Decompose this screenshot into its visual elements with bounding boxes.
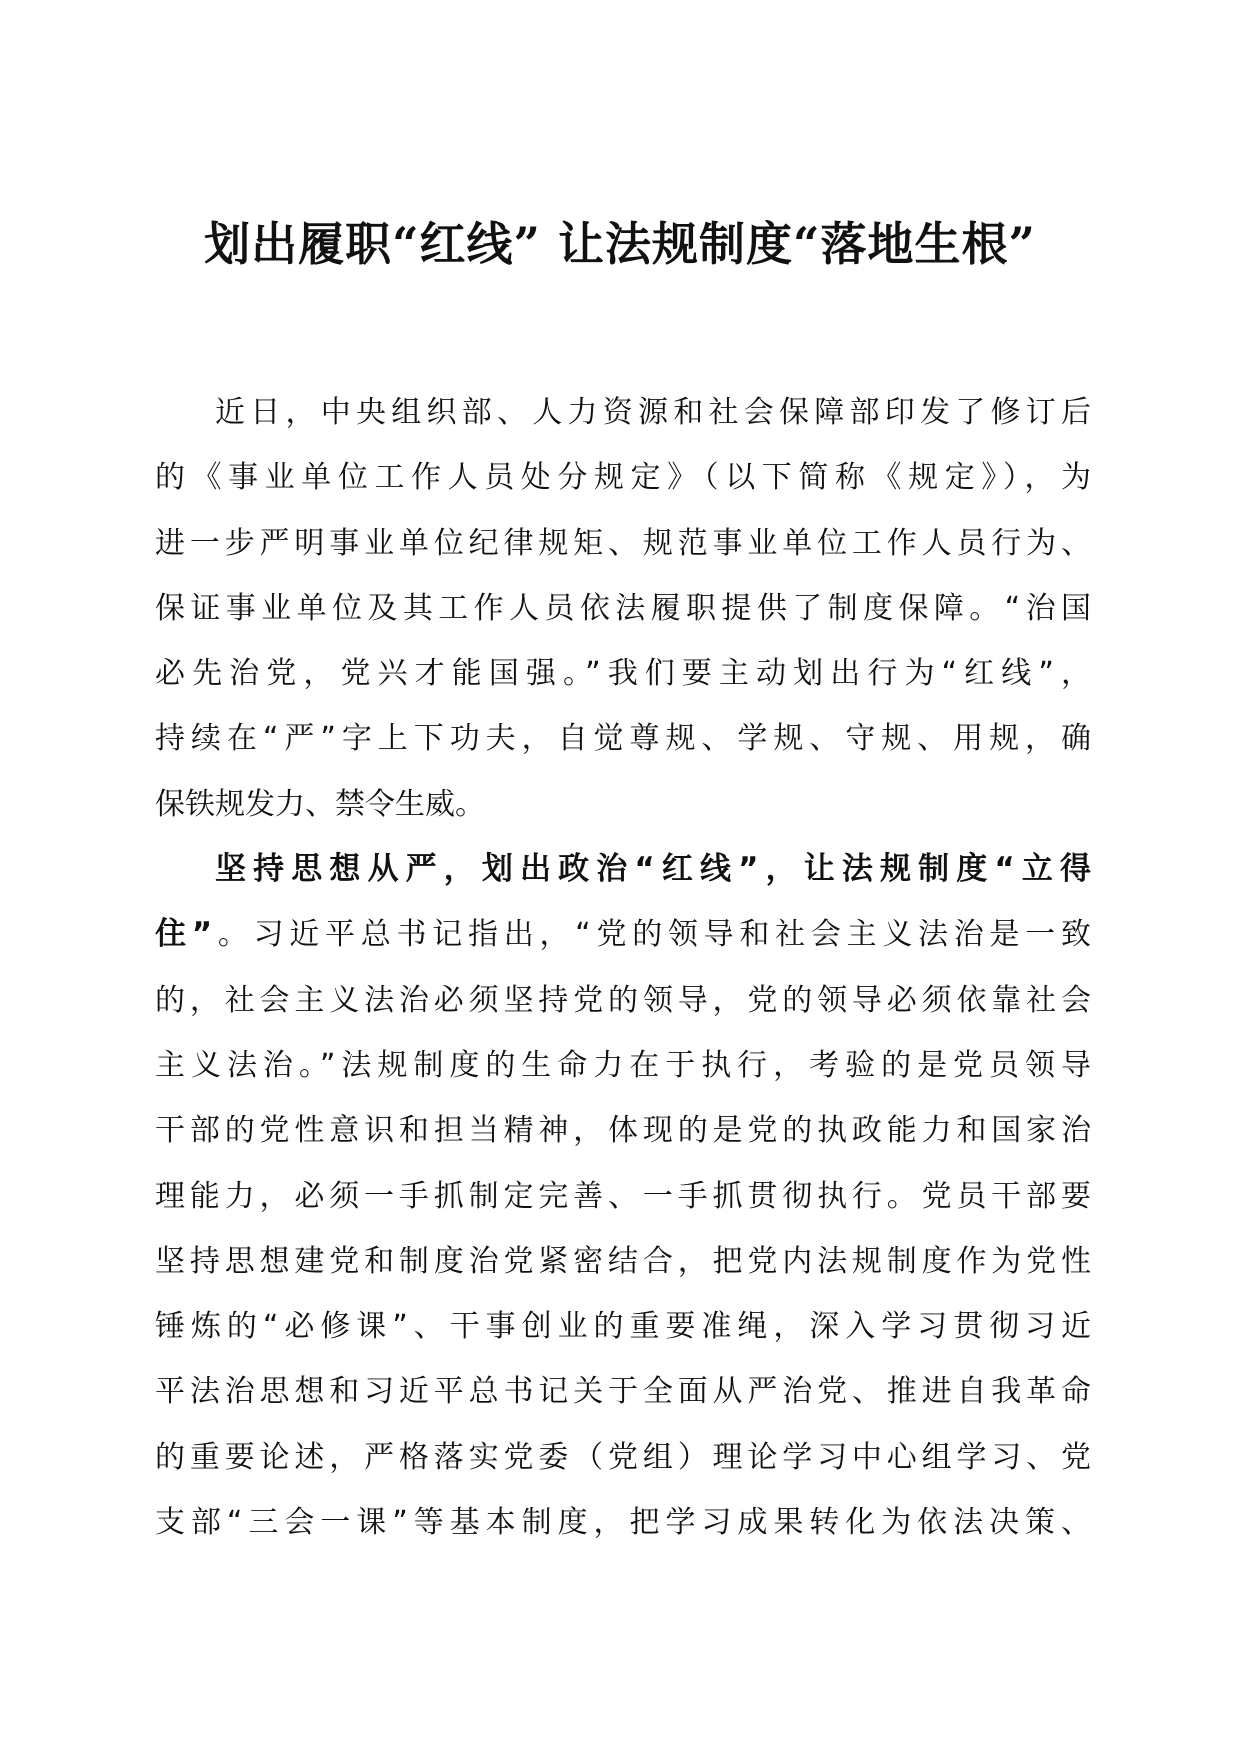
section-heading: 坚持思想从严，划出政治“红线”，让法规制度“立得	[215, 851, 1091, 888]
text-line: 必先治党，党兴才能国强。”我们要主动划出行为“红线”，	[155, 656, 1091, 692]
text-line: 进一步严明事业单位纪律规矩、规范事业单位工作人员行为、	[155, 525, 1091, 561]
document-title: 划出履职“红线” 让法规制度“落地生根”	[204, 217, 1036, 271]
text-line: 平法治思想和习近平总书记关于全面从严治党、推进自我革命	[155, 1374, 1091, 1410]
paragraph-thought	[155, 837, 1091, 1555]
text-line: 理能力，必须一手抓制定完善、一手抓贯彻执行。党员干部要	[155, 1178, 1091, 1214]
text-line: 主义法治。”法规制度的生命力在于执行，考验的是党员领导	[155, 1047, 1091, 1083]
document-body	[155, 380, 1091, 1555]
text-line: 干部的党性意识和担当精神，体现的是党的执政能力和国家治	[155, 1113, 1091, 1149]
paragraph-intro	[155, 380, 1091, 837]
text-line: 坚持思想建党和制度治党紧密结合，把党内法规制度作为党性	[155, 1243, 1091, 1279]
text-line: 保铁规发力、禁令生威。	[155, 786, 485, 822]
text-line: 持续在“严”字上下功夫，自觉尊规、学规、守规、用规，确	[155, 721, 1091, 757]
text-line: 近日，中央组织部、人力资源和社会保障部印发了修订后	[215, 395, 1091, 430]
text-line: 的，社会主义法治必须坚持党的领导，党的领导必须依靠社会	[155, 982, 1091, 1018]
text-line: 支部“三会一课”等基本制度，把学习成果转化为依法决策、	[155, 1505, 1091, 1541]
text-line	[155, 902, 1091, 967]
text-line: 的重要论述，严格落实党委（党组）理论学习中心组学习、党	[155, 1439, 1091, 1475]
text-line: 锤炼的“必修课”、干事创业的重要准绳，深入学习贯彻习近	[155, 1309, 1091, 1345]
section-heading-end: 住”	[155, 916, 213, 953]
text-line: 的《事业单位工作人员处分规定》（以下简称《规定》），为	[155, 460, 1091, 496]
text-span: 。习近平总书记指出，“党的领导和社会主义法治是一致	[212, 917, 1091, 953]
text-line: 保证事业单位及其工作人员依法履职提供了制度保障。“治国	[155, 590, 1091, 626]
